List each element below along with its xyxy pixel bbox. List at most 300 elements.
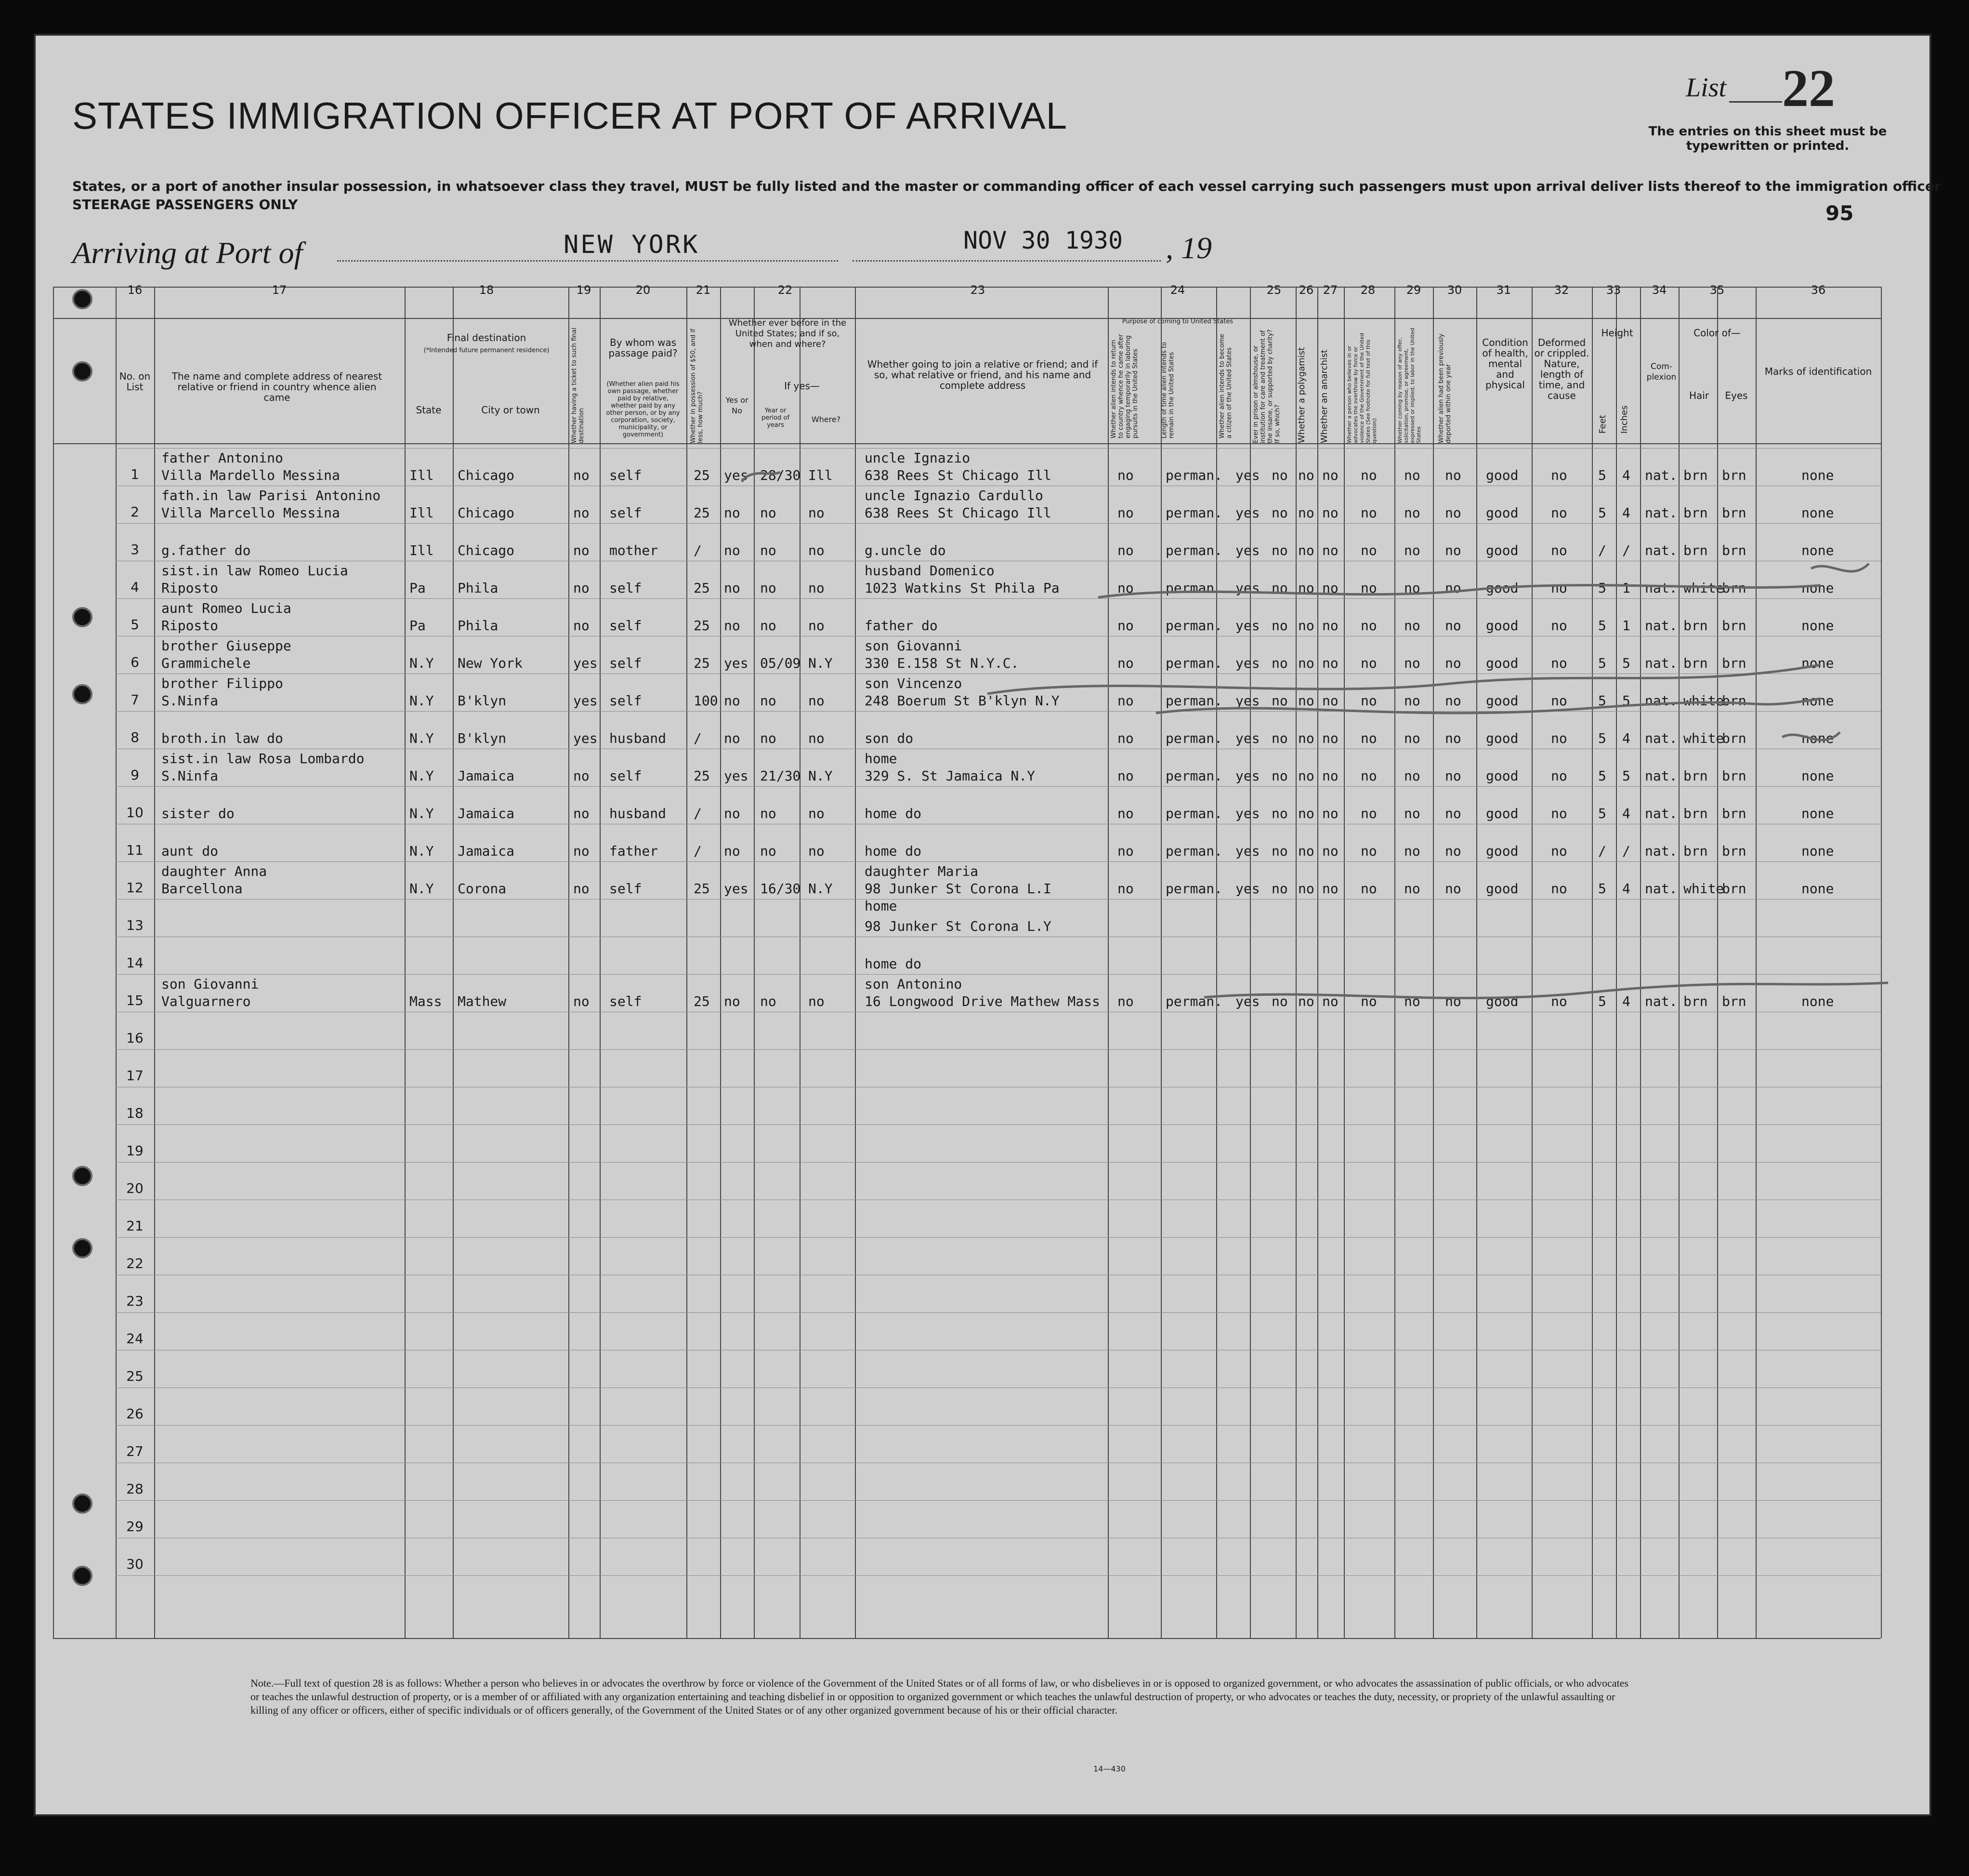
grid-column-rule (1108, 287, 1109, 1638)
joining-address: 329 S. St Jamaica N.Y (865, 768, 1036, 784)
identification-marks: none (1801, 618, 1834, 634)
row-number: 14 (126, 955, 144, 971)
grid-column-rule (154, 287, 155, 1638)
row-number: 4 (131, 579, 139, 595)
answer-p25: no (1272, 881, 1288, 897)
year-label: , 19 (1166, 231, 1212, 265)
passage-paid-by: mother (609, 542, 658, 558)
joining-relative: uncle Ignazio Cardullo (865, 488, 1043, 503)
grid-column-rule (1756, 287, 1757, 1638)
purpose-length: perman. (1166, 843, 1223, 859)
relative-address: Villa Marcello Messina (161, 505, 340, 521)
header-passage-paid-note: (Whether alien paid his own passage, whether paid by relative, whether paid by any other person, or by any corporation, society, municipality, or government) (606, 381, 680, 438)
grid-column-rule (1592, 287, 1593, 1638)
header-year-period: Year or period of years (761, 407, 790, 429)
answer-p26: no (1298, 806, 1314, 821)
health-condition: good (1486, 768, 1519, 784)
row-number: 19 (126, 1143, 144, 1159)
complexion: nat. (1645, 806, 1678, 821)
header-c29: Whether coming by reason of any offer, solicitation, promise, or agreement, expressed or implied, to labor in the United States (1397, 328, 1422, 443)
column-number: 21 (696, 283, 711, 297)
joining-address: 638 Rees St Chicago Ill (865, 505, 1051, 521)
ever-before-year: no (760, 843, 776, 859)
ticket-value: no (573, 542, 590, 558)
joining-relative: home (865, 751, 897, 766)
height-inches: 1 (1622, 618, 1630, 634)
destination-state: N.Y (409, 768, 434, 784)
height-feet: 5 (1598, 881, 1606, 897)
purpose-length: perman. (1166, 806, 1223, 821)
complexion: nat. (1645, 993, 1678, 1009)
ticket-value: yes (573, 655, 598, 671)
answer-p26: no (1298, 881, 1314, 897)
answer-p25: no (1272, 505, 1288, 521)
eye-color: brn (1722, 843, 1746, 859)
joining-address: father do (865, 618, 938, 634)
answer-p25: no (1272, 467, 1288, 483)
answer-p25: no (1272, 730, 1288, 746)
height-inches: 4 (1622, 467, 1630, 483)
joining-relative: home (865, 898, 897, 914)
ever-before-year: no (760, 505, 776, 521)
answer-p30: no (1445, 881, 1461, 897)
column-number: 16 (127, 283, 143, 297)
column-number: 20 (635, 283, 651, 297)
hair-color: white (1683, 693, 1724, 709)
purpose-length: perman. (1166, 618, 1223, 634)
answer-p28: no (1361, 806, 1377, 821)
answer-p30: no (1445, 993, 1461, 1009)
answer-p28: no (1361, 580, 1377, 596)
answer-p27: no (1322, 505, 1339, 521)
purpose-return: no (1117, 881, 1134, 897)
row-number: 21 (126, 1218, 144, 1234)
answer-p27: no (1322, 843, 1339, 859)
grid-column-rule (800, 287, 801, 1638)
ever-before-where: no (808, 993, 825, 1009)
form-code: 14—430 (1093, 1764, 1126, 1773)
row-number: 28 (126, 1481, 144, 1497)
header-c32: Deformed or crippled. Nature, length of time, and cause (1534, 337, 1589, 401)
header-final-destination: Final destination (446, 332, 526, 343)
row-number: 25 (126, 1368, 144, 1384)
ever-before-yes-no: yes (724, 655, 748, 671)
relative-name: sist.in law Rosa Lombardo (161, 751, 365, 766)
row-number: 17 (126, 1068, 144, 1083)
height-inches: 4 (1622, 806, 1630, 821)
hair-color: brn (1683, 843, 1708, 859)
relative-address: sister do (161, 806, 235, 821)
row-number: 1 (131, 466, 139, 482)
answer-p30: no (1445, 467, 1461, 483)
ticket-value: no (573, 768, 590, 784)
answer-p29: no (1404, 655, 1420, 671)
eye-color: brn (1722, 505, 1746, 521)
answer-p29: no (1404, 730, 1420, 746)
grid-row-rule (116, 711, 1881, 712)
binder-hole (72, 289, 92, 309)
purpose-citizen: yes (1235, 843, 1260, 859)
grid-column-rule (1394, 287, 1395, 1638)
grid-row-rule (116, 598, 1881, 599)
health-condition: good (1486, 618, 1519, 634)
relative-address: Villa Mardello Messina (161, 467, 340, 483)
money-possessed: 25 (694, 467, 710, 483)
purpose-return: no (1117, 806, 1134, 821)
column-number: 35 (1709, 283, 1725, 297)
grid-column-rule (720, 287, 721, 1638)
purpose-return: no (1117, 768, 1134, 784)
grid-column-rule (1296, 287, 1297, 1638)
row-number: 10 (126, 805, 144, 820)
purpose-return: no (1117, 542, 1134, 558)
purpose-return: no (1117, 655, 1134, 671)
answer-p26: no (1298, 505, 1314, 521)
purpose-return: no (1117, 580, 1134, 596)
grid-column-rule (1344, 287, 1345, 1638)
row-number: 27 (126, 1443, 144, 1459)
ever-before-yes-no: no (724, 542, 740, 558)
passage-paid-by: self (609, 655, 642, 671)
answer-p25: no (1272, 993, 1288, 1009)
answer-p30: no (1445, 580, 1461, 596)
answer-p28: no (1361, 730, 1377, 746)
purpose-length: perman. (1166, 993, 1223, 1009)
passage-paid-by: self (609, 580, 642, 596)
purpose-length: perman. (1166, 881, 1223, 897)
deformity: no (1551, 693, 1567, 709)
row-number: 16 (126, 1030, 144, 1046)
hair-color: brn (1683, 806, 1708, 821)
row-number: 11 (126, 842, 144, 858)
money-possessed: / (694, 843, 702, 859)
hair-color: brn (1683, 505, 1708, 521)
ever-before-year: no (760, 542, 776, 558)
joining-address: home do (865, 956, 922, 972)
passage-paid-by: self (609, 768, 642, 784)
ever-before-yes-no: no (724, 505, 740, 521)
ticket-value: no (573, 580, 590, 596)
column-number: 33 (1606, 283, 1621, 297)
answer-p25: no (1272, 618, 1288, 634)
row-number: 6 (131, 654, 139, 670)
destination-city: B'klyn (458, 730, 507, 746)
purpose-citizen: yes (1235, 993, 1260, 1009)
ever-before-where: no (808, 693, 825, 709)
destination-state: Pa (409, 580, 426, 596)
binder-hole (72, 361, 92, 382)
grid-row-rule (116, 1237, 1881, 1238)
answer-p28: no (1361, 768, 1377, 784)
ever-before-year: no (760, 580, 776, 596)
grid-column-rule (1317, 287, 1318, 1638)
ever-before-year: 05/09 (760, 655, 801, 671)
answer-p27: no (1322, 467, 1339, 483)
answer-p27: no (1322, 730, 1339, 746)
binder-hole (72, 1166, 92, 1186)
destination-city: New York (458, 655, 523, 671)
answer-p28: no (1361, 993, 1377, 1009)
identification-marks: none (1801, 843, 1834, 859)
ever-before-where: N.Y (808, 655, 833, 671)
purpose-length: perman. (1166, 542, 1223, 558)
eye-color: brn (1722, 730, 1746, 746)
row-number: 20 (126, 1180, 144, 1196)
joining-relative: uncle Ignazio (865, 450, 971, 466)
money-possessed: / (694, 806, 702, 821)
destination-state: N.Y (409, 806, 434, 821)
column-number: 25 (1266, 283, 1282, 297)
header-possession-50: Whether in possession of $50, and if less, how much? (690, 329, 704, 443)
health-condition: good (1486, 467, 1519, 483)
ticket-value: no (573, 505, 590, 521)
answer-p27: no (1322, 881, 1339, 897)
answer-p26: no (1298, 467, 1314, 483)
answer-p28: no (1361, 655, 1377, 671)
health-condition: good (1486, 693, 1519, 709)
answer-p26: no (1298, 580, 1314, 596)
relative-name: son Giovanni (161, 976, 259, 992)
relative-address: Valguarnero (161, 993, 251, 1009)
ever-before-yes-no: no (724, 580, 740, 596)
answer-p26: no (1298, 693, 1314, 709)
height-feet: 5 (1598, 655, 1606, 671)
joining-relative: husband Domenico (865, 563, 995, 579)
grid-row-rule (116, 1575, 1881, 1576)
height-feet: / (1598, 542, 1606, 558)
destination-state: N.Y (409, 730, 434, 746)
grid-column-rule (1476, 287, 1477, 1638)
grid-header-rule (53, 443, 1881, 444)
complexion: nat. (1645, 881, 1678, 897)
hair-color: white (1683, 881, 1724, 897)
destination-state: N.Y (409, 881, 434, 897)
complexion: nat. (1645, 618, 1678, 634)
binder-hole (72, 1493, 92, 1514)
relative-address: aunt do (161, 843, 219, 859)
money-possessed: 25 (694, 618, 710, 634)
column-number: 23 (970, 283, 985, 297)
answer-p28: no (1361, 618, 1377, 634)
header-ticket: Whether having a ticket to such final destination (571, 327, 585, 443)
grid-column-rule (855, 287, 856, 1638)
ever-before-where: N.Y (808, 881, 833, 897)
answer-p30: no (1445, 655, 1461, 671)
grid-column-rule (1640, 287, 1641, 1638)
health-condition: good (1486, 730, 1519, 746)
purpose-citizen: yes (1235, 768, 1260, 784)
column-number: 31 (1496, 283, 1511, 297)
header-inches: Inches (1619, 405, 1629, 434)
ever-before-year: 16/30 (760, 881, 801, 897)
column-number: 18 (479, 283, 494, 297)
health-condition: good (1486, 843, 1519, 859)
header-final-destination-note: (*Intended future permanent residence) (423, 347, 550, 354)
height-feet: 5 (1598, 993, 1606, 1009)
relative-address: Barcellona (161, 881, 243, 897)
column-number: 28 (1360, 283, 1376, 297)
height-feet: 5 (1598, 580, 1606, 596)
destination-city: Chicago (458, 505, 515, 521)
joining-relative: daughter Maria (865, 863, 979, 879)
column-number: 24 (1170, 283, 1185, 297)
relative-name: fath.in law Parisi Antonino (161, 488, 381, 503)
answer-p30: no (1445, 542, 1461, 558)
relative-address: Riposto (161, 580, 219, 596)
answer-p29: no (1404, 542, 1420, 558)
answer-p25: no (1272, 542, 1288, 558)
answer-p28: no (1361, 505, 1377, 521)
answer-p28: no (1361, 881, 1377, 897)
joining-address: 248 Boerum St B'klyn N.Y (865, 693, 1060, 709)
relative-name: daughter Anna (161, 863, 267, 879)
health-condition: good (1486, 505, 1519, 521)
list-label: List (1686, 73, 1727, 103)
answer-p25: no (1272, 580, 1288, 596)
joining-address: 638 Rees St Chicago Ill (865, 467, 1051, 483)
eye-color: brn (1722, 806, 1746, 821)
eye-color: brn (1722, 542, 1746, 558)
complexion: nat. (1645, 542, 1678, 558)
height-inches: 4 (1622, 730, 1630, 746)
page-number: 95 (1825, 201, 1854, 225)
hair-color: brn (1683, 467, 1708, 483)
answer-p29: no (1404, 806, 1420, 821)
grid-column-rule (1433, 287, 1434, 1638)
binder-hole (72, 607, 92, 627)
eye-color: brn (1722, 881, 1746, 897)
header-feet: Feet (1598, 415, 1608, 434)
ticket-value: yes (573, 693, 598, 709)
destination-state: N.Y (409, 843, 434, 859)
ever-before-yes-no: no (724, 693, 740, 709)
destination-state: Ill (409, 467, 434, 483)
answer-p29: no (1404, 580, 1420, 596)
health-condition: good (1486, 881, 1519, 897)
grid-column-rule (1881, 287, 1882, 1638)
header-where: Where? (811, 415, 841, 424)
ticket-value: no (573, 806, 590, 821)
purpose-citizen: yes (1235, 655, 1260, 671)
answer-p26: no (1298, 730, 1314, 746)
answer-p27: no (1322, 768, 1339, 784)
answer-p28: no (1361, 843, 1377, 859)
eye-color: brn (1722, 618, 1746, 634)
list-number-line (1729, 101, 1782, 103)
column-number: 27 (1323, 283, 1338, 297)
grid-column-rule (1216, 287, 1217, 1638)
ticket-value: no (573, 993, 590, 1009)
grid-row-rule (116, 1387, 1881, 1388)
ever-before-yes-no: no (724, 843, 740, 859)
purpose-citizen: yes (1235, 881, 1260, 897)
ever-before-yes-no: yes (724, 768, 748, 784)
grid-column-rule (405, 287, 406, 1638)
answer-p29: no (1404, 768, 1420, 784)
header-c28: Whether a person who believes in or advocates the overthrow by force or violence of the Government of the United States (See footnote for full text of this question) (1346, 333, 1378, 443)
height-feet: 5 (1598, 693, 1606, 709)
money-possessed: 100 (694, 693, 718, 709)
purpose-return: no (1117, 993, 1134, 1009)
row-number: 26 (126, 1406, 144, 1422)
column-number: 22 (777, 283, 793, 297)
health-condition: good (1486, 580, 1519, 596)
height-feet: 5 (1598, 505, 1606, 521)
height-feet: 5 (1598, 730, 1606, 746)
row-number: 7 (131, 692, 139, 708)
eye-color: brn (1722, 693, 1746, 709)
header-purpose-c: Whether alien intends to become a citizen of the United States (1219, 333, 1233, 438)
header-complexion: Com-plexion (1646, 362, 1677, 382)
purpose-citizen: yes (1235, 542, 1260, 558)
header-city: City or town (481, 404, 540, 416)
ever-before-year: no (760, 730, 776, 746)
complexion: nat. (1645, 655, 1678, 671)
header-hair: Hair (1689, 390, 1709, 401)
answer-p27: no (1322, 806, 1339, 821)
complexion: nat. (1645, 505, 1678, 521)
answer-p27: no (1322, 542, 1339, 558)
destination-state: Pa (409, 618, 426, 634)
header-purpose-a: Whether alien intends to return to country whence he came after engaging temporarily in laboring pursuits in the United States (1110, 334, 1139, 438)
height-inches: / (1622, 542, 1630, 558)
column-number: 19 (576, 283, 591, 297)
column-number: 17 (272, 283, 287, 297)
purpose-length: perman. (1166, 693, 1223, 709)
purpose-return: no (1117, 693, 1134, 709)
height-inches: 5 (1622, 655, 1630, 671)
passage-paid-by: self (609, 881, 642, 897)
ever-before-year: no (760, 993, 776, 1009)
ever-before-yes-no: no (724, 618, 740, 634)
hair-color: white (1683, 730, 1724, 746)
complexion: nat. (1645, 730, 1678, 746)
ticket-value: no (573, 467, 590, 483)
grid-column-rule (600, 287, 601, 1638)
identification-marks: none (1801, 730, 1834, 746)
row-number: 12 (126, 880, 144, 896)
ever-before-year: 21/30 (760, 768, 801, 784)
answer-p27: no (1322, 580, 1339, 596)
height-feet: 5 (1598, 467, 1606, 483)
ever-before-yes-no: no (724, 993, 740, 1009)
ever-before-where: no (808, 806, 825, 821)
ever-before-where: no (808, 618, 825, 634)
purpose-return: no (1117, 467, 1134, 483)
destination-city: Corona (458, 881, 507, 897)
purpose-return: no (1117, 843, 1134, 859)
answer-p29: no (1404, 843, 1420, 859)
relative-address: S.Ninfa (161, 768, 219, 784)
answer-p27: no (1322, 693, 1339, 709)
ticket-value: no (573, 881, 590, 897)
destination-state: N.Y (409, 693, 434, 709)
grid-column-rule (568, 287, 569, 1638)
joining-relative: son Vincenzo (865, 675, 962, 691)
answer-p25: no (1272, 655, 1288, 671)
destination-city: Chicago (458, 542, 515, 558)
relative-address: Grammichele (161, 655, 251, 671)
answer-p25: no (1272, 806, 1288, 821)
grid-row-rule (116, 1425, 1881, 1426)
header-c31: Condition of health, mental and physical (1482, 337, 1528, 391)
ever-before-where: no (808, 730, 825, 746)
joining-address: son do (865, 730, 914, 746)
header-c25: Ever in prison or almshouse, or institution for care and treatment of the insane, or supported by charity? If so, which? (1252, 329, 1281, 443)
grid-row-rule (116, 1312, 1881, 1313)
header-nearest-relative: The name and complete address of nearest relative or friend in country whence alien came (171, 370, 382, 403)
header-color-of: Color of— (1693, 327, 1741, 339)
